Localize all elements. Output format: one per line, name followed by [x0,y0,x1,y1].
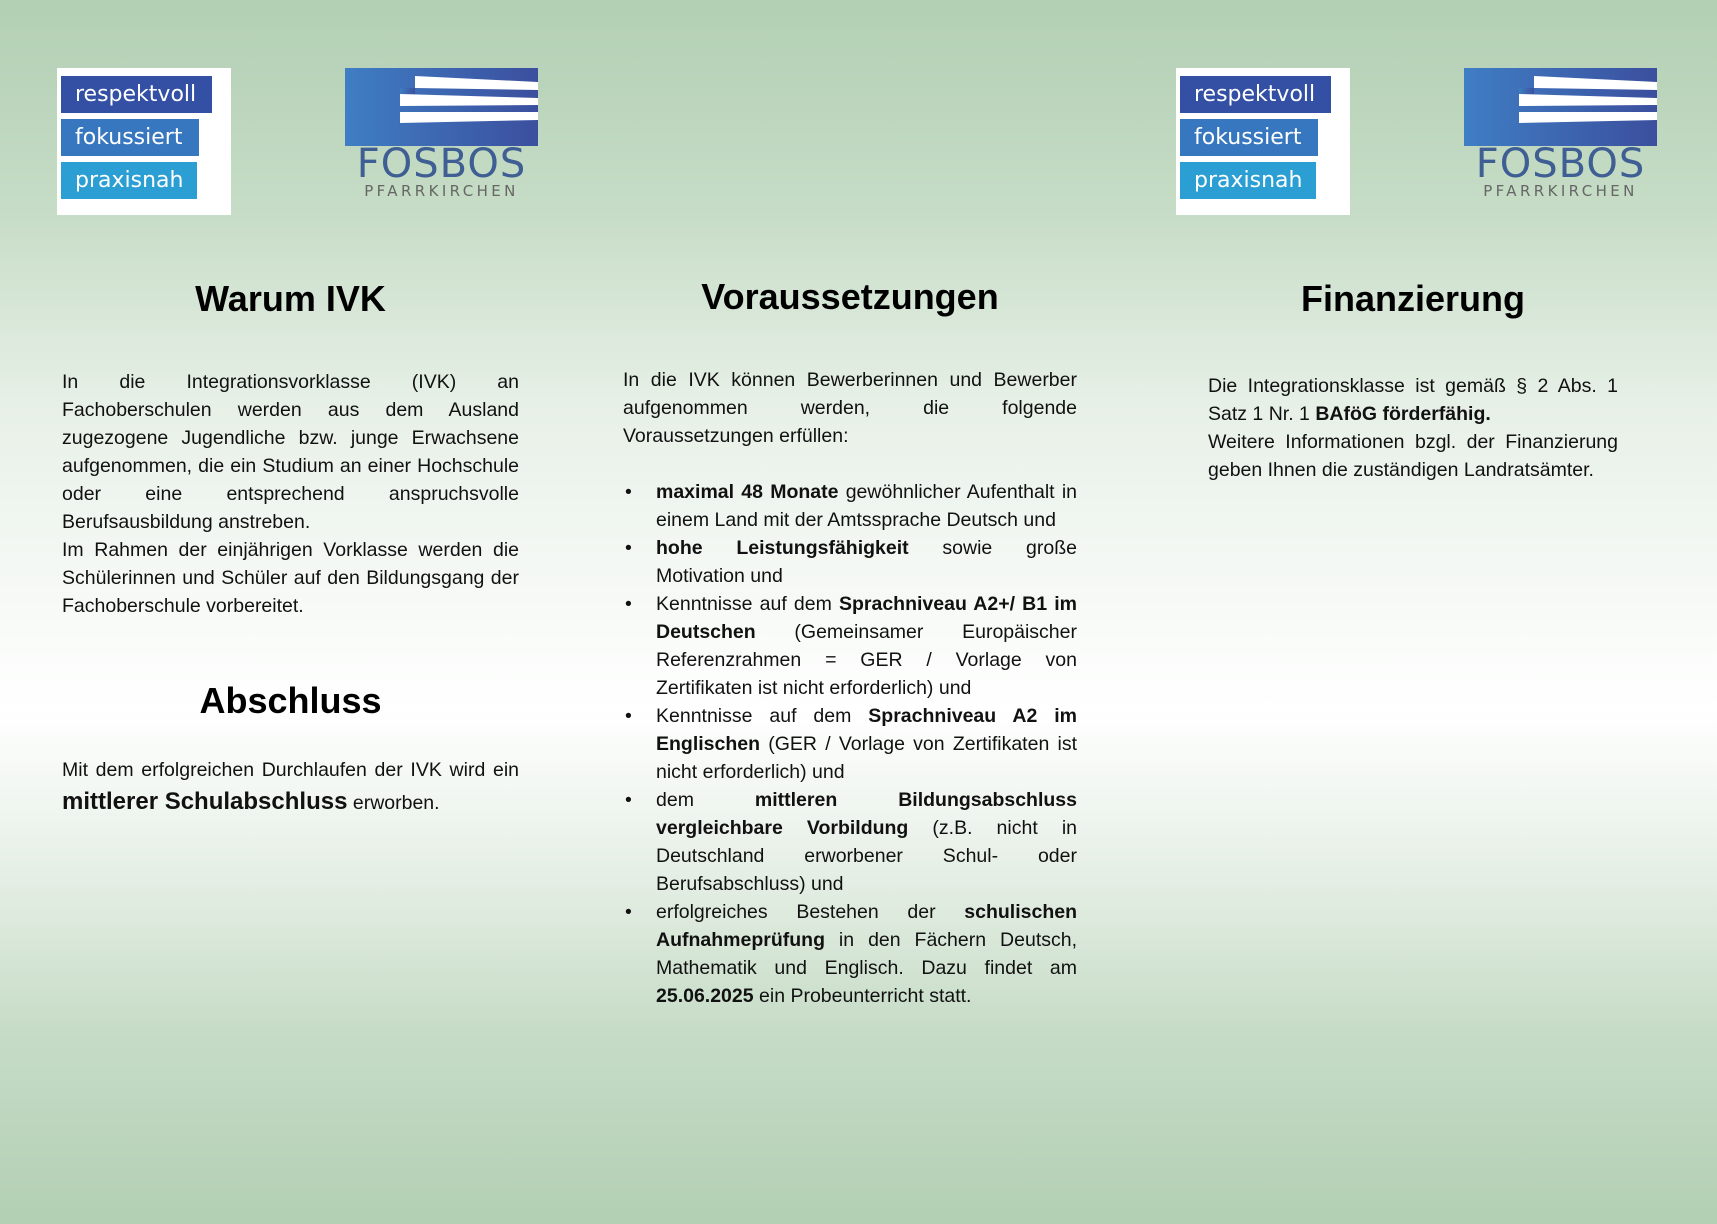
warum-text-1: In die Integrationsvorklasse (IVK) an Fachoberschulen werden aus dem Ausland zugezogene Jugendliche bzw. junge Erwachsene aufgenommen, die ein Studium an einer Hochschule oder eine entsprechend anspruchsvolle Berufsausbildung anstreben. [62,371,519,533]
abschluss-text-post: erworben. [347,792,440,814]
abschluss-text-pre: Mit dem erfolgreichen Durchlaufen der IVK wird ein [62,759,519,781]
abschluss-highlight: mittlerer Schulabschluss [62,788,348,815]
list-item: • maximal 48 Monate gewöhnlicher Aufenthalt in einem Land mit der Amtssprache Deutsch und [623,478,1077,534]
list-item: • erfolgreiches Bestehen der schulischen Aufnahmeprüfung in den Fächern Deutsch, Mathematik und Englisch. Dazu findet am 25.06.2025 ein Probeunterricht statt. [623,898,1077,1010]
heading-voraussetzungen: Voraussetzungen [701,276,999,317]
abschluss-paragraph [62,755,519,819]
motto-tag: fokussiert [61,119,199,156]
motto-tag: fokussiert [1180,119,1318,156]
motto-logo-right [1176,68,1350,215]
finanzierung-paragraph [1208,372,1618,484]
list-item: • hohe Leistungsfähigkeit sowie große Motivation und [623,534,1077,590]
finanzierung-text-1: Die Integrationsklasse ist gemäß § 2 Abs. 1 Satz 1 Nr. 1 BAföG förderfähig. [1208,375,1618,425]
list-item: • dem mittleren Bildungsabschluss vergleichbare Vorbildung (z.B. nicht in Deutschland erworbener Schul- oder Berufsabschluss) und [623,786,1077,898]
fosbos-logo-left [345,68,538,200]
warum-text-2: Im Rahmen der einjährigen Vorklasse werden die Schülerinnen und Schüler auf den Bildungsgang der Fachoberschule vorbereitet. [62,539,519,617]
fosbos-wordmark: FOSBOS [1475,141,1646,187]
warum-paragraph [62,368,519,620]
list-item: • Kenntnisse auf dem Sprachniveau A2 im Englischen (GER / Vorlage von Zertifikaten ist nicht erforderlich) und [623,702,1077,786]
fosbos-wordmark: FOSBOS [356,141,527,187]
motto-tag: respektvoll [61,76,212,113]
fosbos-building-icon [345,68,538,146]
motto-tag: praxisnah [61,162,197,199]
finanzierung-text-2: Weitere Informationen bzgl. der Finanzierung geben Ihnen die zuständigen Landratsämter. [1208,431,1618,481]
list-item: • Kenntnisse auf dem Sprachniveau A2+/ B1 im Deutschen (Gemeinsamer Europäischer Referenzrahmen = GER / Vorlage von Zertifikaten ist nicht erforderlich) und [623,590,1077,702]
heading-finanzierung: Finanzierung [1301,278,1525,319]
fosbos-subtitle: PFARRKIRCHEN [1483,182,1638,200]
requirements-list [623,478,1077,1010]
heading-abschluss: Abschluss [199,680,382,721]
motto-tag: respektvoll [1180,76,1331,113]
motto-tag: praxisnah [1180,162,1316,199]
fosbos-subtitle: PFARRKIRCHEN [364,182,519,200]
finanzierung-highlight: BAföG förderfähig. [1315,403,1491,425]
motto-logo-left [57,68,231,215]
fosbos-logo-right [1464,68,1657,200]
voraussetzungen-intro: In die IVK können Bewerberinnen und Bewerber aufgenommen werden, die folgende Voraussetzungen erfüllen: [623,369,1077,447]
heading-warum-ivk: Warum IVK [195,278,386,319]
fosbos-building-icon [1464,68,1657,146]
